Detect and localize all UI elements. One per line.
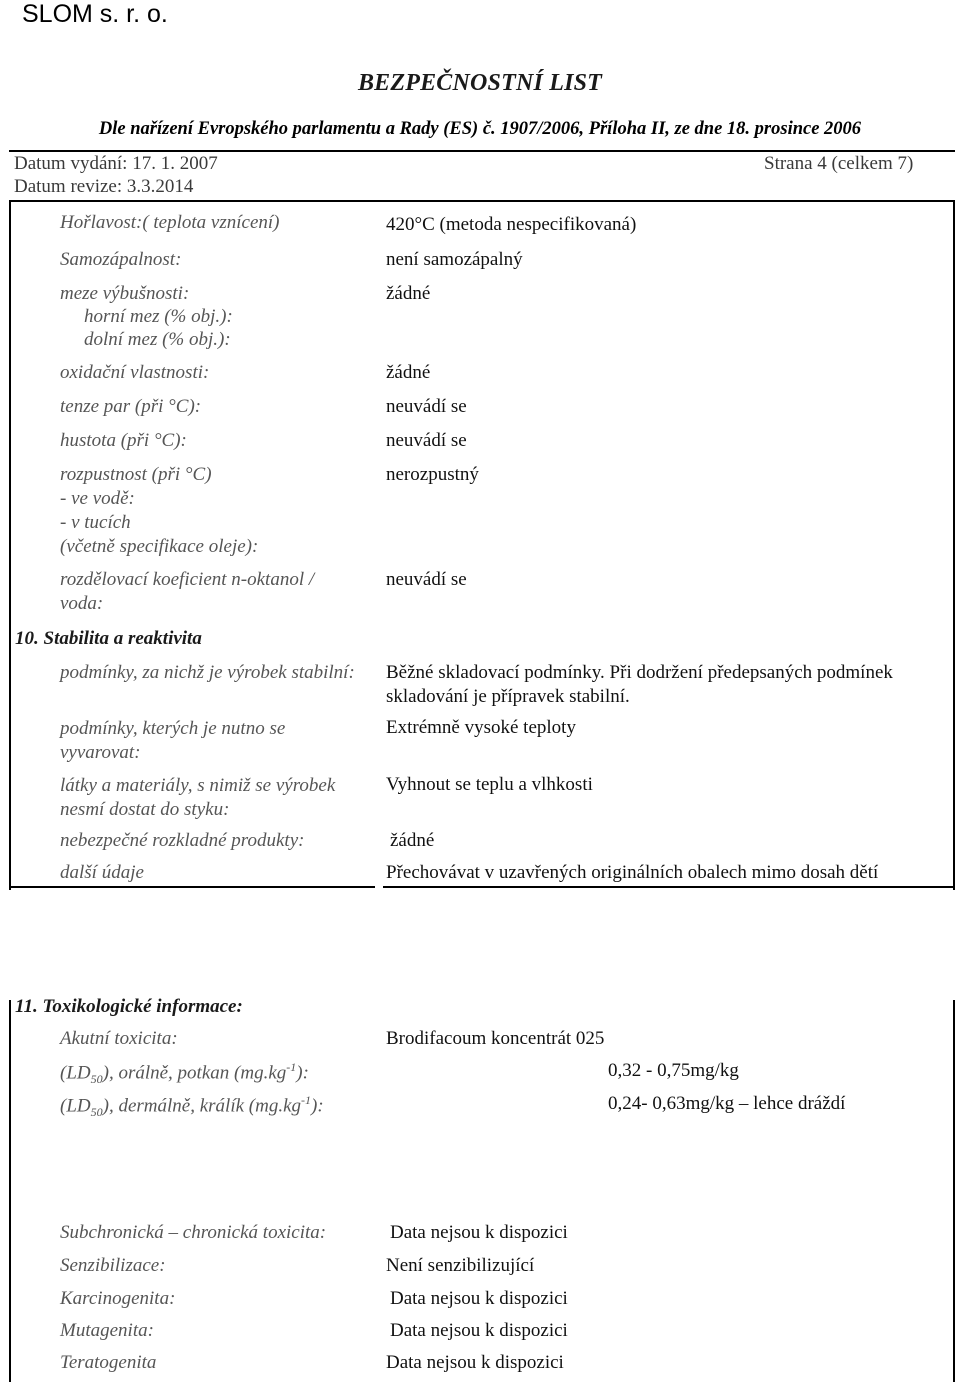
stability-value: Vyhnout se teplu a vlhkosti [386,774,593,795]
tox-label: Karcinogenita: [60,1288,176,1309]
prop-value: 420°C (metoda nespecifikovaná) [386,214,637,235]
prop-value: neuvádí se [386,569,467,590]
tox-label: Senzibilizace: [60,1255,166,1276]
stability-value: Přechovávat v uzavřených originálních obalech mimo dosah dětí [386,862,879,883]
tox-value: Není senzibilizující [386,1255,535,1276]
ld50-dermal-value: 0,24- 0,63mg/kg – lehce dráždí [608,1093,846,1114]
tox-label: Teratogenita [60,1352,157,1373]
header-bottom-divider [9,200,955,202]
prop-value: není samozápalný [386,249,523,270]
company-name: SLOM s. r. o. [22,0,168,28]
ld50-oral-value: 0,32 - 0,75mg/kg [608,1060,739,1081]
stability-label: nebezpečné rozkladné produkty: [60,830,305,851]
right-border-lower [953,1000,955,1382]
acute-toxicity-value: Brodifacoum koncentrát 025 [386,1028,605,1049]
prop-label: rozpustnost (při °C) [60,464,212,485]
stability-label: další údaje [60,862,144,883]
prop-label: (včetně specifikace oleje): [60,536,259,557]
prop-label: tenze par (při °C): [60,396,202,417]
tox-label: Subchronická – chronická toxicita: [60,1222,327,1243]
left-border [9,200,11,890]
ld50-oral-label: $(LD_{50})$, orálně, potkan $(mg.kg^{-1})$: [60,1060,309,1087]
regulation-line: Dle nařízení Evropského parlamentu a Rady (ES) č. 1907/2006, Příloha II, ze dne 18. prosince 2006 [98,119,862,139]
prop-value: nerozpustný [386,464,479,485]
stability-label: látky a materiály, s nimiž se výrobek nesmí dostat do styku: [60,775,336,820]
left-border-lower [9,1000,11,1382]
section-11-title: 11. Toxikologické informace: [15,996,243,1017]
tox-value: Data nejsou k dispozici [390,1222,568,1243]
prop-label: voda: [60,593,104,614]
prop-label: hustota (při °C): [60,430,187,451]
prop-value: neuvádí se [386,396,467,417]
tox-label: Mutagenita: [60,1320,154,1341]
section-10-title: 10. Stabilita a reaktivita [15,628,202,649]
stability-value: Běžné skladovací podmínky. Při dodržení předepsaných podmínek skladování je přípravek stabilní. [386,662,893,707]
prop-label: Samozápalnost: [60,249,182,270]
tox-value: Data nejsou k dispozici [390,1320,568,1341]
prop-label: dolní mez (% obj.): [84,329,231,350]
ld50-dermal-label: $(LD_{50})$, dermálně, králík $(mg.kg^{-1})$: [60,1093,324,1120]
stability-label: podmínky, za nichž je výrobek stabilní: [60,662,355,683]
prop-label: - v tucích [60,512,131,533]
header-divider [9,150,955,152]
prop-value: žádné [386,283,431,304]
prop-label: rozdělovací koeficient n-oktanol / [60,569,315,590]
prop-value: žádné [386,362,431,383]
stability-label: podmínky, kterých je nutno se vyvarovat: [60,718,286,763]
prop-label: Hořlavost:( teplota vznícení) [60,212,280,233]
revision-date: Datum revize: 3.3.2014 [14,176,194,197]
stability-value: Extrémně vysoké teploty [386,717,576,738]
prop-label: meze výbušnosti: [60,283,190,304]
tox-value: Data nejsou k dispozici [386,1352,564,1373]
prop-label: - ve vodě: [60,488,135,509]
prop-label: oxidační vlastnosti: [60,362,210,383]
prop-value: neuvádí se [386,430,467,451]
page-number: Strana 4 (celkem 7) [764,153,914,174]
document-title: BEZPEČNOSTNÍ LIST [357,70,603,96]
section-divider [9,886,375,888]
section-divider [383,886,955,888]
tox-value: Data nejsou k dispozici [390,1288,568,1309]
right-border [953,200,955,890]
issue-date: Datum vydání: 17. 1. 2007 [14,153,218,174]
stability-value: žádné [390,830,435,851]
acute-toxicity-label: Akutní toxicita: [60,1028,178,1049]
prop-label: horní mez (% obj.): [84,306,233,327]
